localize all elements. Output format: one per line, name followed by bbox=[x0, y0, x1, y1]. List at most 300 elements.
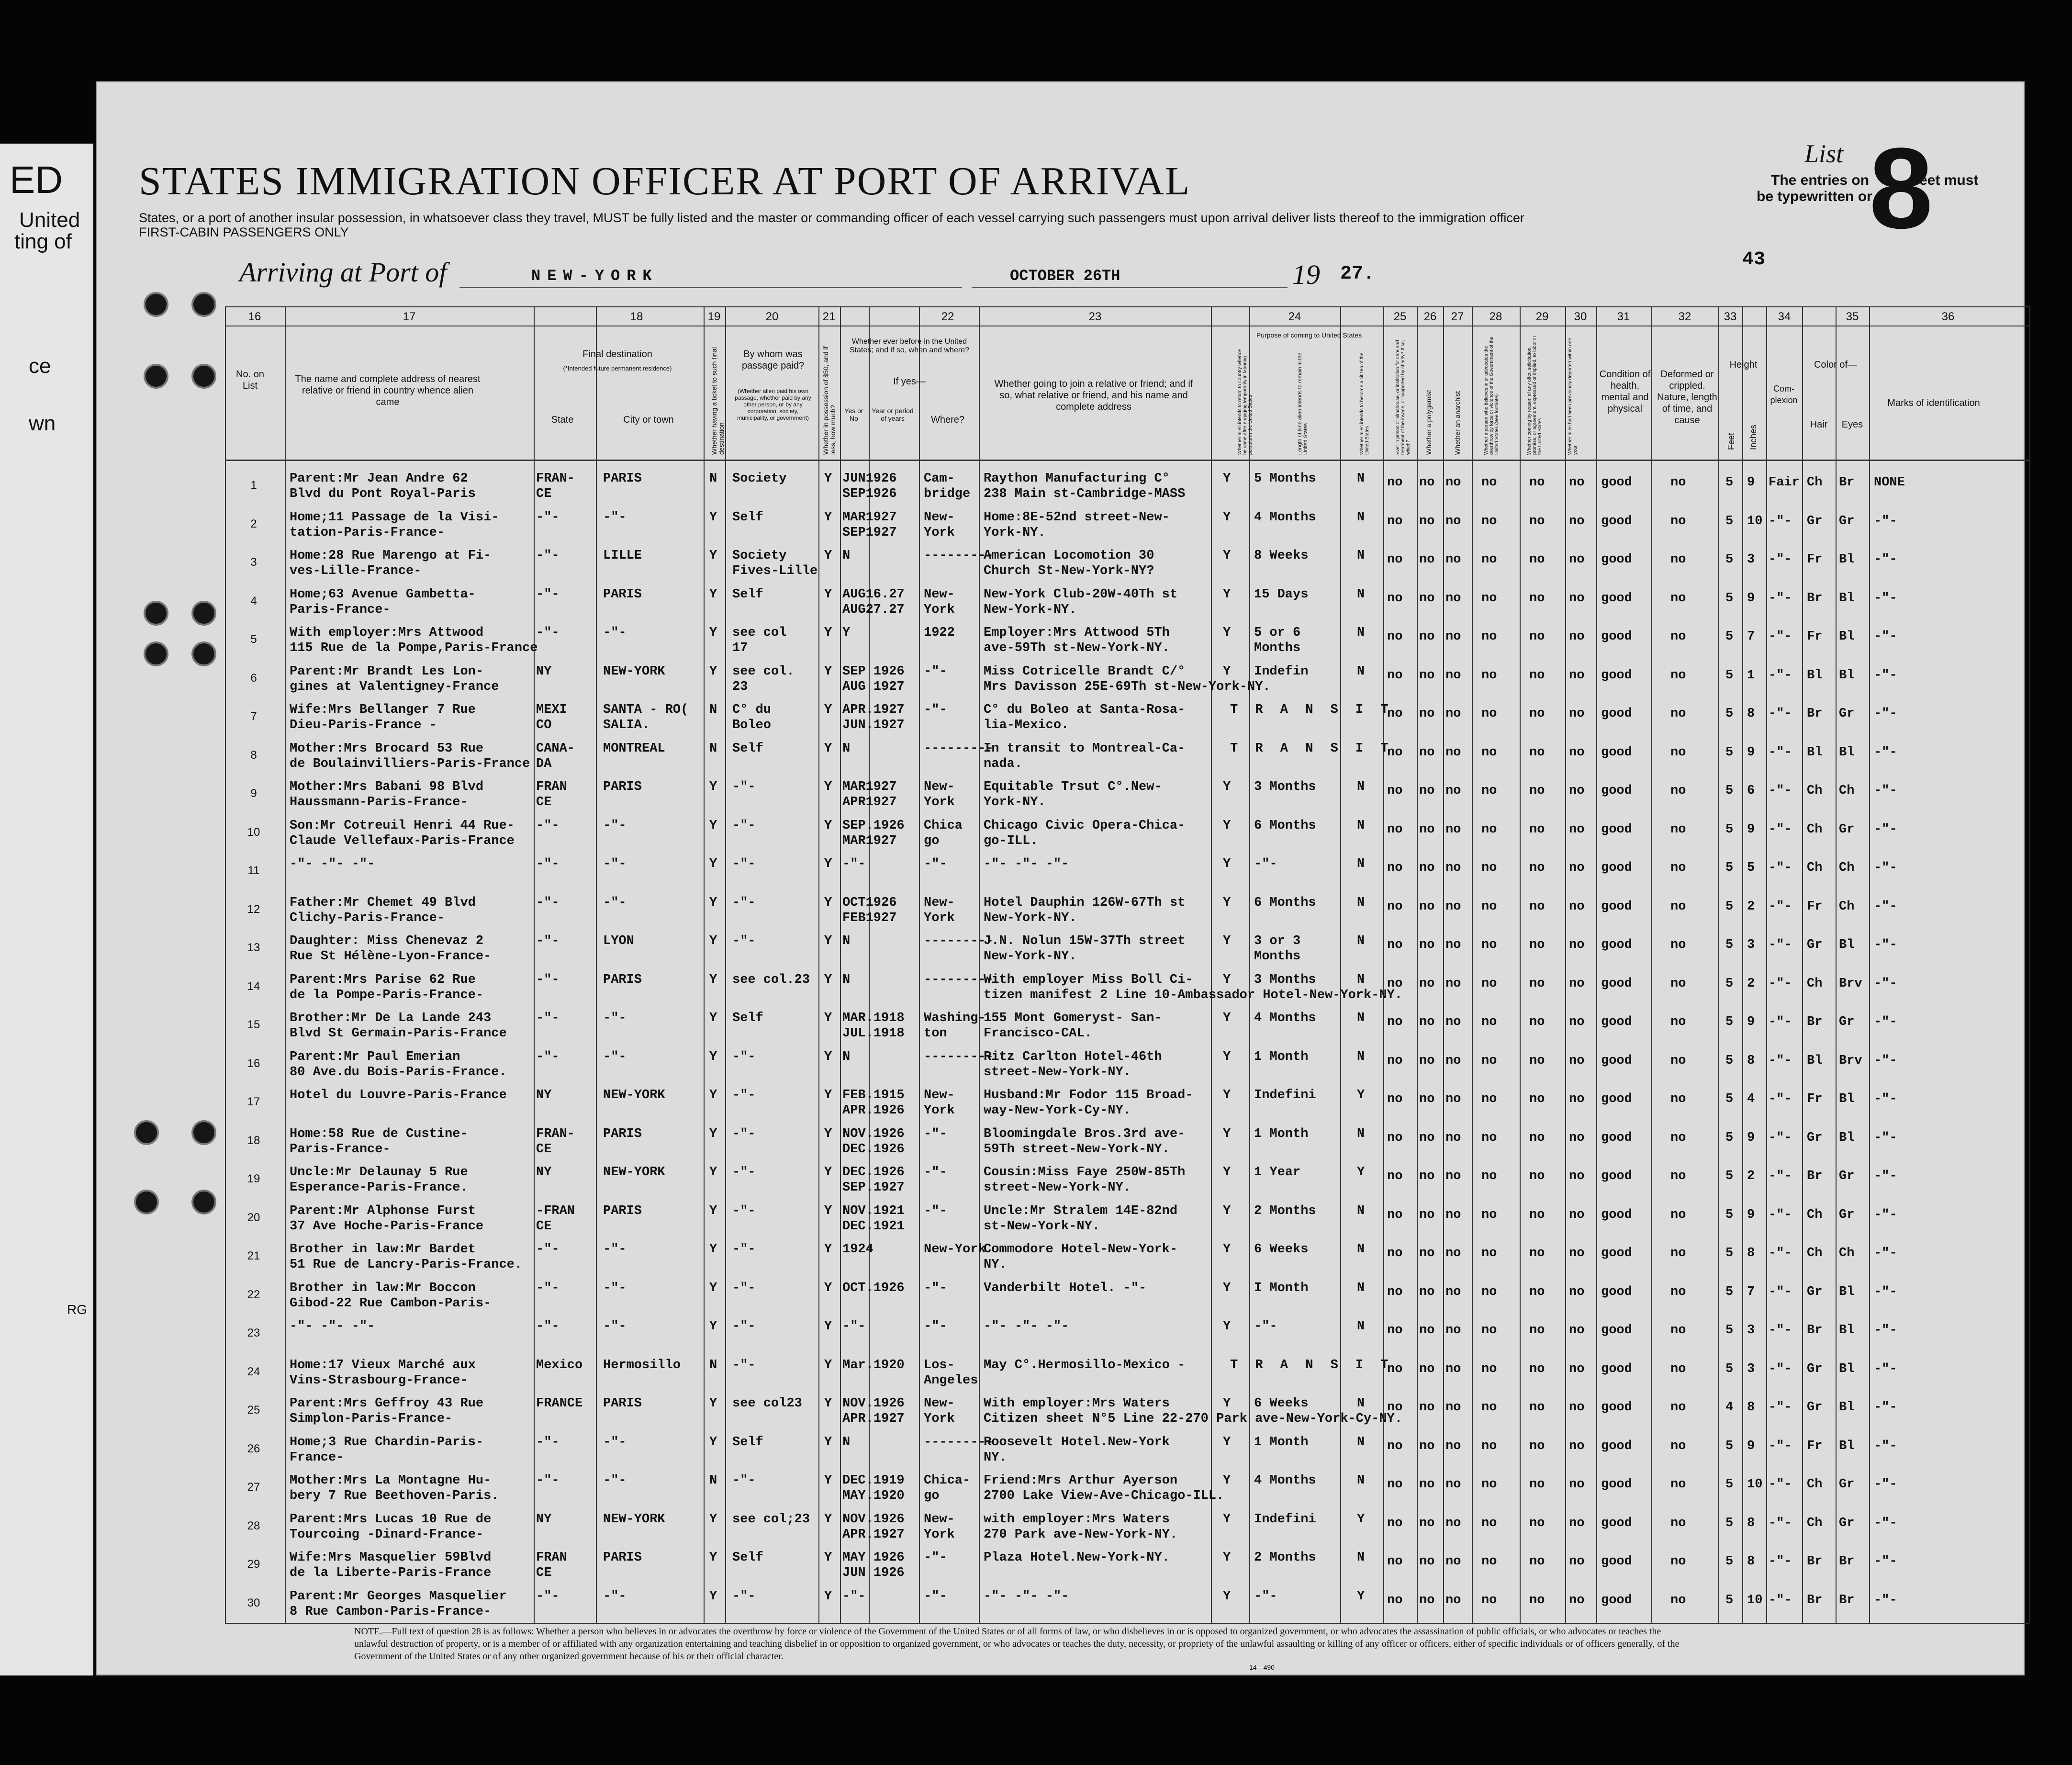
deformed-answer: no bbox=[1670, 1400, 1686, 1415]
length-of-stay: -"- bbox=[1254, 857, 1277, 871]
previous-visit-where: New- bbox=[924, 780, 955, 794]
polygamist-answer: no bbox=[1419, 1284, 1435, 1299]
identification-marks: -"- bbox=[1874, 630, 1897, 644]
deported-answer: no bbox=[1569, 475, 1585, 490]
height-feet: 5 bbox=[1725, 1516, 1734, 1530]
row-number: 26 bbox=[247, 1442, 260, 1455]
previous-visit-year: DEC.1926 bbox=[842, 1165, 905, 1180]
column-number: 35 bbox=[1846, 310, 1859, 323]
complexion: -"- bbox=[1769, 1284, 1792, 1299]
height-inches: 9 bbox=[1747, 745, 1755, 760]
header-anarchist: Whether an anarchist bbox=[1454, 391, 1461, 455]
deported-answer: no bbox=[1569, 1169, 1585, 1183]
previous-visit-year: NOV.1921 bbox=[842, 1203, 905, 1218]
complexion: -"- bbox=[1769, 1015, 1792, 1029]
relative-address: 51 Rue de Lancry-Paris-France. bbox=[290, 1258, 523, 1272]
fifty-dollars-flag: Y bbox=[824, 1589, 832, 1604]
overthrow-answer: no bbox=[1481, 668, 1497, 683]
passage-paid-by: -"- bbox=[732, 1281, 756, 1295]
strip-text: United bbox=[19, 208, 80, 232]
deported-answer: no bbox=[1569, 668, 1585, 683]
citizen-flag: N bbox=[1357, 1435, 1365, 1450]
ticket-flag: Y bbox=[709, 1512, 717, 1527]
joining-relative: May C°.Hermosillo-Mexico - bbox=[984, 1358, 1186, 1372]
header-hair: Hair bbox=[1810, 419, 1828, 430]
row-number: 30 bbox=[247, 1596, 260, 1609]
overthrow-answer: no bbox=[1481, 822, 1497, 837]
complexion: -"- bbox=[1769, 822, 1792, 837]
anarchist-answer: no bbox=[1445, 1130, 1461, 1145]
citizen-flag: N bbox=[1357, 1473, 1365, 1488]
footnote: NOTE.—Full text of question 28 is as follows: Whether a person who believes in or advocates the overthrow by force or violence of the Government of the United States or of all forms of law, or who disbelieves in or is opposed to organized government, or who advocates the assassination of public officials, or who advocates or teaches the unlawful destruction of property, or is a member of or affiliated with any organization entertaining and teaching disbelief in or opposition to organized government, or who advocates or teaches the duty, necessity, or propriety of the unlawful assaulting or killing of any officer or officers, either of specific individuals or of officers generally, of the Government of the United States or of any other organized government because of his or their official character. bbox=[354, 1626, 1680, 1662]
column-number: 17 bbox=[403, 310, 416, 323]
header-feet: Feet bbox=[1726, 432, 1736, 450]
height-feet: 5 bbox=[1725, 938, 1734, 952]
ticket-flag: Y bbox=[709, 1589, 717, 1604]
height-inches: 10 bbox=[1747, 514, 1763, 528]
overthrow-answer: no bbox=[1481, 552, 1497, 567]
row-number: 3 bbox=[250, 556, 257, 569]
column-number: 34 bbox=[1778, 310, 1791, 323]
previous-visit-year: 1924 bbox=[842, 1242, 874, 1257]
previous-visit-where: Cam- bbox=[924, 472, 955, 486]
citizen-flag: Y bbox=[1357, 1512, 1365, 1527]
previous-visit-year: APR.1927 bbox=[842, 1412, 905, 1426]
polygamist-answer: no bbox=[1419, 591, 1435, 606]
length-of-stay: Indefini bbox=[1254, 1088, 1316, 1102]
binder-hole bbox=[191, 1190, 216, 1214]
length-of-stay: 4 Months bbox=[1254, 1011, 1316, 1025]
health-condition: good bbox=[1601, 1284, 1632, 1299]
citizen-flag: N bbox=[1357, 857, 1365, 871]
complexion: Fair bbox=[1769, 475, 1800, 490]
anarchist-answer: no bbox=[1445, 1053, 1461, 1068]
joining-relative: NY. bbox=[984, 1450, 1007, 1465]
anarchist-answer: no bbox=[1445, 1169, 1461, 1183]
fifty-dollars-flag: Y bbox=[824, 818, 832, 833]
prison-answer: no bbox=[1387, 784, 1403, 798]
form-number: 14—490 bbox=[1249, 1664, 1275, 1671]
row-number: 11 bbox=[247, 864, 260, 877]
length-of-stay: 2 Months bbox=[1254, 1551, 1316, 1565]
destination-state: CE bbox=[536, 1566, 552, 1580]
binder-hole bbox=[191, 641, 216, 666]
return-flag: Y bbox=[1223, 1088, 1231, 1102]
joining-relative: Church St-New-York-NY? bbox=[984, 564, 1154, 578]
length-of-stay: T R A N S I T bbox=[1230, 741, 1393, 756]
joining-relative: -"- -"- -"- bbox=[984, 1319, 1069, 1334]
column-rule bbox=[2029, 306, 2030, 1623]
citizen-flag: N bbox=[1357, 895, 1365, 910]
anarchist-answer: no bbox=[1445, 552, 1461, 567]
overthrow-answer: no bbox=[1481, 1361, 1497, 1376]
previous-visit-where: --------- bbox=[924, 741, 994, 756]
previous-visit-year: DEC.1921 bbox=[842, 1219, 905, 1234]
prison-answer: no bbox=[1387, 745, 1403, 760]
ticket-flag: Y bbox=[709, 1088, 717, 1102]
hair-color: Ch bbox=[1807, 1516, 1823, 1530]
height-feet: 4 bbox=[1725, 1400, 1734, 1415]
header-inches: Inches bbox=[1748, 424, 1758, 450]
passage-paid-by: -"- bbox=[732, 1473, 756, 1488]
hair-color: Gr bbox=[1807, 1361, 1823, 1376]
destination-state: -"- bbox=[536, 1281, 560, 1295]
binder-hole bbox=[144, 641, 168, 666]
previous-visit-where: -"- bbox=[924, 703, 947, 717]
ticket-flag: Y bbox=[709, 1551, 717, 1565]
ticket-flag: Y bbox=[709, 1049, 717, 1064]
identification-marks: -"- bbox=[1874, 861, 1897, 875]
citizen-flag: N bbox=[1357, 664, 1365, 679]
overthrow-answer: no bbox=[1481, 1169, 1497, 1183]
relative-address: Claude Vellefaux-Paris-France bbox=[290, 833, 515, 848]
passage-paid-by: -"- bbox=[732, 818, 756, 833]
overthrow-answer: no bbox=[1481, 976, 1497, 991]
return-flag: Y bbox=[1223, 1126, 1231, 1141]
fifty-dollars-flag: Y bbox=[824, 1319, 832, 1334]
anarchist-answer: no bbox=[1445, 1400, 1461, 1415]
eye-color: Br bbox=[1839, 1554, 1855, 1569]
destination-city: LYON bbox=[603, 934, 634, 948]
manifest-table bbox=[225, 306, 2029, 1656]
deformed-answer: no bbox=[1670, 514, 1686, 528]
height-feet: 5 bbox=[1725, 1246, 1734, 1260]
length-of-stay: 15 Days bbox=[1254, 587, 1309, 602]
joining-relative: ave-59Th st-New-York-NY. bbox=[984, 641, 1170, 655]
destination-state: CANA- bbox=[536, 741, 575, 756]
deformed-answer: no bbox=[1670, 552, 1686, 567]
destination-state: FRANCE bbox=[536, 1396, 583, 1411]
complexion: -"- bbox=[1769, 899, 1792, 914]
eye-color: Bl bbox=[1839, 1439, 1855, 1453]
height-feet: 5 bbox=[1725, 707, 1734, 721]
column-number: 25 bbox=[1393, 310, 1407, 323]
joining-relative: C° du Boleo at Santa-Rosa- bbox=[984, 703, 1186, 717]
prison-answer: no bbox=[1387, 1477, 1403, 1492]
joining-relative: -"- -"- -"- bbox=[984, 1589, 1069, 1604]
passage-paid-by: -"- bbox=[732, 1203, 756, 1218]
deformed-answer: no bbox=[1670, 630, 1686, 644]
column-number: 30 bbox=[1574, 310, 1587, 323]
header-overthrow: Whether a person who believes in or advocates the overthrow by force or violence of the Government of the United States (See footnote) bbox=[1484, 337, 1500, 455]
passage-paid-by: see col bbox=[732, 626, 787, 640]
relative-address: 115 Rue de la Pompe,Paris-France bbox=[290, 641, 538, 655]
labor-offer-answer: no bbox=[1529, 668, 1545, 683]
relative-address: 80 Ave.du Bois-Paris-France. bbox=[290, 1065, 507, 1079]
column-number: 24 bbox=[1288, 310, 1301, 323]
previous-visit-year: FEB1927 bbox=[842, 911, 897, 925]
previous-visit-year: MAR1927 bbox=[842, 833, 897, 848]
passage-paid-by: Society bbox=[732, 472, 787, 486]
eye-color: Bl bbox=[1839, 1361, 1855, 1376]
polygamist-answer: no bbox=[1419, 707, 1435, 721]
health-condition: good bbox=[1601, 1207, 1632, 1222]
length-of-stay: I Month bbox=[1254, 1281, 1309, 1295]
prison-answer: no bbox=[1387, 1284, 1403, 1299]
polygamist-answer: no bbox=[1419, 1554, 1435, 1569]
header-health: Condition of health, mental and physical bbox=[1599, 369, 1651, 414]
eye-color: Brv bbox=[1839, 1053, 1862, 1068]
length-of-stay: 5 Months bbox=[1254, 472, 1316, 486]
citizen-flag: N bbox=[1357, 626, 1365, 640]
prison-answer: no bbox=[1387, 822, 1403, 837]
deformed-answer: no bbox=[1670, 784, 1686, 798]
hair-color: Ch bbox=[1807, 1477, 1823, 1492]
labor-offer-answer: no bbox=[1529, 1593, 1545, 1608]
previous-visit-year: APR.1927 bbox=[842, 1527, 905, 1542]
binder-hole bbox=[144, 364, 168, 389]
joining-relative: Raython Manufacturing C° bbox=[984, 472, 1170, 486]
deported-answer: no bbox=[1569, 938, 1585, 952]
length-of-stay: 5 or 6 bbox=[1254, 626, 1301, 640]
height-inches: 8 bbox=[1747, 1400, 1755, 1415]
relative-address: 8 Rue Cambon-Paris-France- bbox=[290, 1604, 492, 1619]
joining-relative: Equitable Trsut C°.New- bbox=[984, 780, 1162, 794]
prison-answer: no bbox=[1387, 1246, 1403, 1260]
destination-state: CE bbox=[536, 487, 552, 501]
hair-color: Fr bbox=[1807, 899, 1823, 914]
relative-address: Rue St Hélène-Lyon-France- bbox=[290, 949, 492, 964]
passage-paid-by: -"- bbox=[732, 1242, 756, 1257]
height-inches: 7 bbox=[1747, 1284, 1755, 1299]
previous-visit-where: Los- bbox=[924, 1358, 955, 1372]
complexion: -"- bbox=[1769, 630, 1792, 644]
return-flag: Y bbox=[1223, 1281, 1231, 1295]
destination-state: Mexico bbox=[536, 1358, 583, 1372]
header-if-yes: If yes— bbox=[893, 376, 926, 387]
previous-visit-where: 1922 bbox=[924, 626, 955, 640]
length-of-stay: Indefin bbox=[1254, 664, 1309, 679]
column-number: 27 bbox=[1451, 310, 1464, 323]
identification-marks: -"- bbox=[1874, 1169, 1897, 1183]
relative-address: Blvd St Germain-Paris-France bbox=[290, 1026, 507, 1041]
header-final-destination-note: (*Intended future permanent residence) bbox=[563, 365, 672, 372]
hair-color: Ch bbox=[1807, 822, 1823, 837]
column-number: 36 bbox=[1941, 310, 1955, 323]
length-of-stay: Indefini bbox=[1254, 1512, 1316, 1527]
destination-city: SANTA - RO( bbox=[603, 703, 689, 717]
previous-visit-year: MAY.1920 bbox=[842, 1489, 905, 1503]
previous-visit-where: -"- bbox=[924, 1281, 947, 1295]
eye-color: Ch bbox=[1839, 899, 1855, 914]
anarchist-answer: no bbox=[1445, 1516, 1461, 1530]
prison-answer: no bbox=[1387, 1130, 1403, 1145]
anarchist-answer: no bbox=[1445, 1092, 1461, 1106]
deformed-answer: no bbox=[1670, 668, 1686, 683]
height-feet: 5 bbox=[1725, 1169, 1734, 1183]
entries-note: be typewritten or p bbox=[1757, 189, 1885, 204]
health-condition: good bbox=[1601, 784, 1632, 798]
polygamist-answer: no bbox=[1419, 1015, 1435, 1029]
identification-marks: NONE bbox=[1874, 475, 1905, 490]
header-length-stay: Length of time alien intends to remain in the United States bbox=[1297, 352, 1309, 455]
joining-relative: Citizen sheet N°5 Line 22-270 Park ave-New-York-Cy-NY. bbox=[984, 1412, 1402, 1426]
polygamist-answer: no bbox=[1419, 745, 1435, 760]
entries-note: The entries on bbox=[1771, 172, 1870, 188]
destination-city: -"- bbox=[603, 895, 627, 910]
return-flag: Y bbox=[1223, 934, 1231, 948]
length-of-stay: Months bbox=[1254, 949, 1301, 964]
complexion: -"- bbox=[1769, 1400, 1792, 1415]
citizen-flag: N bbox=[1357, 1242, 1365, 1257]
deported-answer: no bbox=[1569, 1130, 1585, 1145]
fifty-dollars-flag: Y bbox=[824, 741, 832, 756]
joining-relative: Miss Cotricelle Brandt C/° bbox=[984, 664, 1186, 679]
passage-paid-by: Self bbox=[732, 1551, 763, 1565]
citizen-flag: N bbox=[1357, 1203, 1365, 1218]
relative-address: Father:Mr Chemet 49 Blvd bbox=[290, 895, 476, 910]
passage-paid-by: -"- bbox=[732, 1049, 756, 1064]
eye-color: Bl bbox=[1839, 1092, 1855, 1106]
hair-color: Ch bbox=[1807, 861, 1823, 875]
destination-state: NY bbox=[536, 1088, 552, 1102]
destination-state: -"- bbox=[536, 1589, 560, 1604]
rule bbox=[225, 306, 2029, 307]
citizen-flag: N bbox=[1357, 1319, 1365, 1334]
joining-relative: Commodore Hotel-New-York- bbox=[984, 1242, 1178, 1257]
joining-relative: Uncle:Mr Stralem 14E-82nd bbox=[984, 1203, 1178, 1218]
destination-city: -"- bbox=[603, 857, 627, 871]
labor-offer-answer: no bbox=[1529, 630, 1545, 644]
year-prefix: 19 bbox=[1292, 259, 1320, 290]
anarchist-answer: no bbox=[1445, 1015, 1461, 1029]
complexion: -"- bbox=[1769, 938, 1792, 952]
prison-answer: no bbox=[1387, 1207, 1403, 1222]
anarchist-answer: no bbox=[1445, 475, 1461, 490]
row-number: 25 bbox=[247, 1404, 260, 1416]
height-inches: 3 bbox=[1747, 1323, 1755, 1338]
anarchist-answer: no bbox=[1445, 861, 1461, 875]
deported-answer: no bbox=[1569, 1053, 1585, 1068]
binder-hole bbox=[191, 364, 216, 389]
relative-address: Hotel du Louvre-Paris-France bbox=[290, 1088, 507, 1102]
labor-offer-answer: no bbox=[1529, 1361, 1545, 1376]
fifty-dollars-flag: Y bbox=[824, 1011, 832, 1025]
header-color: Color of— bbox=[1814, 360, 1858, 370]
anarchist-answer: no bbox=[1445, 1593, 1461, 1608]
destination-state: CO bbox=[536, 718, 552, 732]
row-number: 24 bbox=[247, 1365, 260, 1378]
relative-address: tation-Paris-France- bbox=[290, 525, 445, 540]
deformed-answer: no bbox=[1670, 1092, 1686, 1106]
polygamist-answer: no bbox=[1419, 976, 1435, 991]
row-number: 1 bbox=[250, 479, 257, 492]
table-row bbox=[225, 584, 2029, 618]
table-row bbox=[225, 1586, 2029, 1619]
hair-color: Br bbox=[1807, 591, 1823, 606]
hair-color: Fr bbox=[1807, 1439, 1823, 1453]
labor-offer-answer: no bbox=[1529, 1092, 1545, 1106]
ticket-flag: Y bbox=[709, 1126, 717, 1141]
health-condition: good bbox=[1601, 1015, 1632, 1029]
health-condition: good bbox=[1601, 514, 1632, 528]
previous-visit-year: DEC.1919 bbox=[842, 1473, 905, 1488]
passage-paid-by: -"- bbox=[732, 1319, 756, 1334]
complexion: -"- bbox=[1769, 1169, 1792, 1183]
row-number: 5 bbox=[250, 633, 257, 646]
relative-address: Parent:Mrs Geffroy 43 Rue bbox=[290, 1396, 484, 1411]
strip-text: ting of bbox=[14, 230, 72, 253]
anarchist-answer: no bbox=[1445, 976, 1461, 991]
return-flag: Y bbox=[1223, 1512, 1231, 1527]
destination-state: FRAN- bbox=[536, 1126, 575, 1141]
previous-visit-year: JUL.1918 bbox=[842, 1026, 905, 1041]
joining-relative: Cousin:Miss Faye 250W-85Th bbox=[984, 1165, 1186, 1180]
underline bbox=[972, 287, 1288, 288]
anarchist-answer: no bbox=[1445, 630, 1461, 644]
ticket-flag: Y bbox=[709, 1319, 717, 1334]
previous-visit-year: N bbox=[842, 1049, 851, 1064]
polygamist-answer: no bbox=[1419, 1130, 1435, 1145]
overthrow-answer: no bbox=[1481, 1207, 1497, 1222]
citizen-flag: Y bbox=[1357, 1088, 1365, 1102]
anarchist-answer: no bbox=[1445, 938, 1461, 952]
return-flag: Y bbox=[1223, 1473, 1231, 1488]
return-flag: Y bbox=[1223, 1551, 1231, 1565]
fifty-dollars-flag: Y bbox=[824, 1358, 832, 1372]
joining-relative: -"- -"- -"- bbox=[984, 857, 1069, 871]
prison-answer: no bbox=[1387, 707, 1403, 721]
previous-visit-year: OCT1926 bbox=[842, 895, 897, 910]
prison-answer: no bbox=[1387, 976, 1403, 991]
polygamist-answer: no bbox=[1419, 475, 1435, 490]
eye-color: Gr bbox=[1839, 514, 1855, 528]
table-row bbox=[225, 892, 2029, 926]
deported-answer: no bbox=[1569, 1361, 1585, 1376]
previous-visit-year: SEP.1926 bbox=[842, 818, 905, 833]
eye-color: Br bbox=[1839, 475, 1855, 490]
joining-relative: go-ILL. bbox=[984, 833, 1038, 848]
fifty-dollars-flag: Y bbox=[824, 1203, 832, 1218]
header-yes-no: Yes or No bbox=[844, 407, 863, 422]
hair-color: Br bbox=[1807, 1593, 1823, 1608]
row-number: 9 bbox=[250, 787, 257, 800]
destination-city: MONTREAL bbox=[603, 741, 665, 756]
header-before-in-us: Whether ever before in the United States; and if so, when and where? bbox=[850, 337, 969, 354]
health-condition: good bbox=[1601, 1516, 1632, 1530]
return-flag: Y bbox=[1223, 1203, 1231, 1218]
previous-visit-year: MAR1927 bbox=[842, 510, 897, 525]
previous-visit-year: N bbox=[842, 972, 851, 987]
table-row bbox=[225, 1008, 2029, 1041]
length-of-stay: 3 Months bbox=[1254, 972, 1316, 987]
hair-color: Gr bbox=[1807, 1284, 1823, 1299]
overthrow-answer: no bbox=[1481, 1516, 1497, 1530]
relative-address: Wife:Mrs Bellanger 7 Rue bbox=[290, 703, 476, 717]
overthrow-answer: no bbox=[1481, 1092, 1497, 1106]
eye-color: Bl bbox=[1839, 938, 1855, 952]
row-number: 27 bbox=[247, 1481, 260, 1494]
passage-paid-by: 23 bbox=[732, 679, 748, 694]
hair-color: Fr bbox=[1807, 552, 1823, 567]
deformed-answer: no bbox=[1670, 899, 1686, 914]
return-flag: Y bbox=[1223, 587, 1231, 602]
column-number: 22 bbox=[941, 310, 954, 323]
deported-answer: no bbox=[1569, 552, 1585, 567]
destination-city: -"- bbox=[603, 1589, 627, 1604]
relative-address: de la Liberte-Paris-France bbox=[290, 1566, 492, 1580]
citizen-flag: N bbox=[1357, 972, 1365, 987]
header-where: Where? bbox=[930, 415, 965, 425]
relative-address: Parent:Mr Jean Andre 62 bbox=[290, 472, 468, 486]
deformed-answer: no bbox=[1670, 1323, 1686, 1338]
height-feet: 5 bbox=[1725, 552, 1734, 567]
eye-color: Br bbox=[1839, 1593, 1855, 1608]
port-of-arrival: NEW-YORK bbox=[531, 267, 659, 285]
citizen-flag: N bbox=[1357, 818, 1365, 833]
previous-visit-year: MAR.1918 bbox=[842, 1011, 905, 1025]
binder-hole bbox=[144, 601, 168, 626]
